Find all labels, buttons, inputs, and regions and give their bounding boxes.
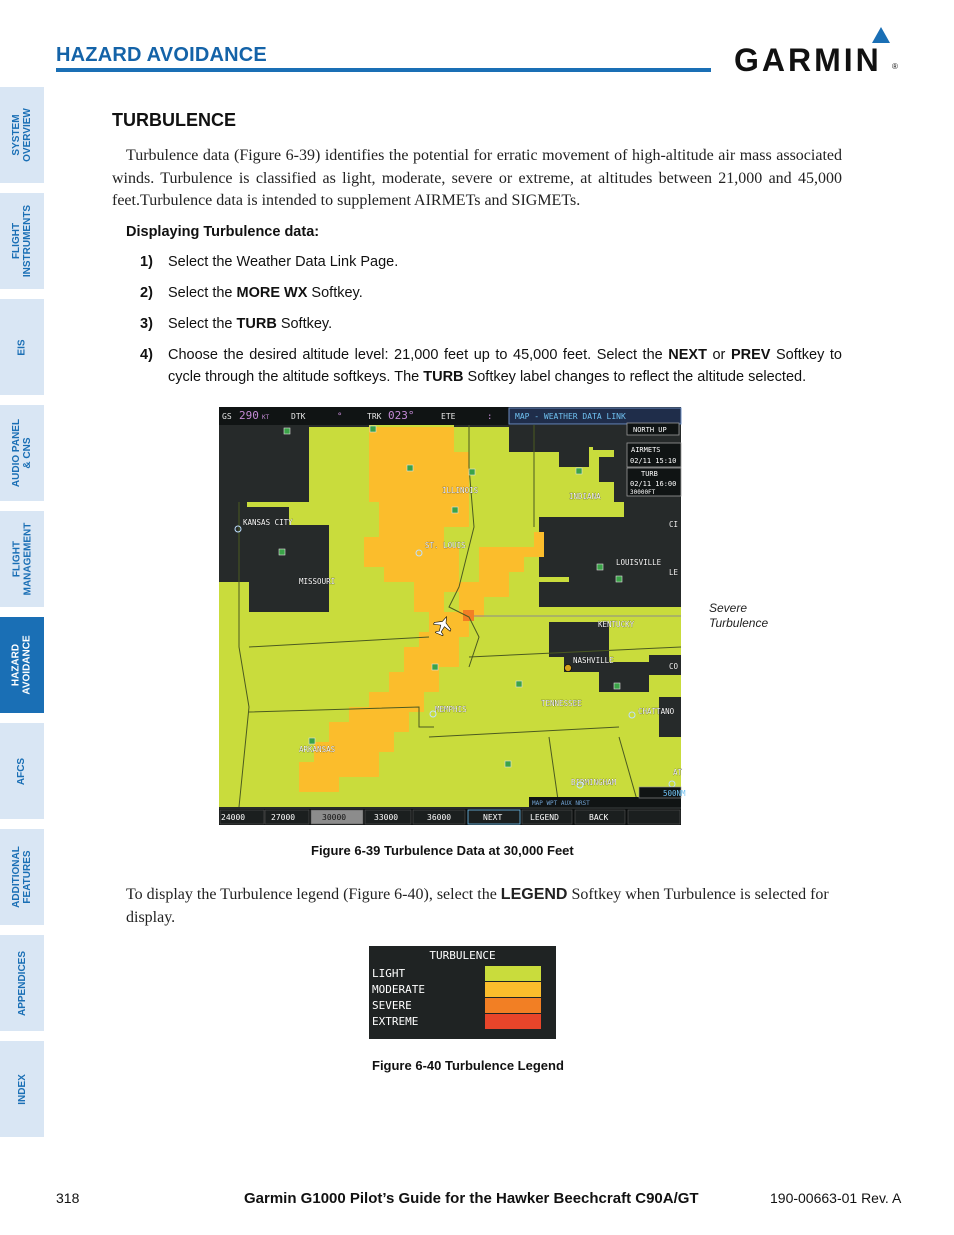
step-text: Select the MORE WX Softkey. <box>168 285 363 301</box>
tab-label: FLIGHT MANAGEMENT <box>11 522 33 596</box>
map-label-indiana: INDIANA <box>569 492 601 501</box>
legend-label-light: LIGHT <box>372 967 406 980</box>
tab-flight-management[interactable] <box>0 511 44 607</box>
dark-block <box>659 697 681 737</box>
softkey-blank[interactable] <box>628 810 680 824</box>
ete-value: : <box>487 412 493 422</box>
tab-label: SYSTEM OVERVIEW <box>11 108 33 162</box>
tab-label: EIS <box>16 338 28 356</box>
map-label-lex: LE <box>669 568 679 577</box>
legend-title: TURBULENCE <box>429 949 496 962</box>
map-label-chattanooga: CHATTANO <box>638 707 675 716</box>
map-label-louisville: LOUISVILLE <box>616 558 662 567</box>
figure-6-40-caption: Figure 6-40 Turbulence Legend <box>372 1058 564 1073</box>
orientation-label: NORTH UP <box>633 426 667 434</box>
legend-swatch-moderate <box>485 982 541 997</box>
softkey-label: 27000 <box>271 813 296 822</box>
turbulence-legend-figure <box>369 946 556 1039</box>
map-label-memphis: MEMPHIS <box>435 705 467 714</box>
tab-hazard-avoidance[interactable] <box>0 617 44 713</box>
step-number: 4) <box>140 347 153 363</box>
page-group-label: MAP WPT AUX NRST <box>532 800 590 807</box>
legend-label-severe: SEVERE <box>372 999 412 1012</box>
footer-title: Garmin G1000 Pilot’s Guide for the Hawker Beechcraft C90A/GT <box>244 1190 699 1207</box>
step-2 <box>140 282 842 304</box>
softkey-label: 30000 <box>322 813 347 822</box>
softkey-label: NEXT <box>483 813 503 822</box>
trk-value: 023° <box>388 409 415 422</box>
step-text: Choose the desired altitude level: 21,000 feet up to 45,000 feet. Select the NEXT or PREV Softkey to cycle through the altitude softkeys. The TURB Softkey label changes to reflect the altitude selected. <box>168 347 842 385</box>
map-label-st-louis: ST. LOUIS <box>425 541 466 550</box>
tab-label: ADDITIONAL FEATURES <box>11 846 34 908</box>
softkey-name: NEXT <box>668 347 707 363</box>
turb-time: 02/11 16:00 <box>630 480 677 488</box>
gs-label: GS <box>222 412 232 421</box>
tab-eis[interactable] <box>0 299 44 395</box>
tab-label: APPENDICES <box>16 950 28 1016</box>
map-label-ci: CI <box>669 520 679 529</box>
dtk-label: DTK <box>291 412 306 421</box>
weather-map-figure <box>219 407 686 825</box>
map-label-kansas-city: KANSAS CITY <box>243 518 293 527</box>
map-label-co: CO <box>669 662 679 671</box>
map-label-missouri: MISSOURI <box>299 577 336 586</box>
map-label-arkansas: ARKANSAS <box>299 745 336 754</box>
page-title: MAP - WEATHER DATA LINK <box>515 412 626 421</box>
step-number: 2) <box>140 285 153 301</box>
tab-flight-instruments[interactable] <box>0 193 44 289</box>
map-label-nashville: NASHVILLE <box>573 656 614 665</box>
softkey-name: LEGEND <box>500 886 568 903</box>
legend-label-extreme: EXTREME <box>372 1015 419 1028</box>
legend-swatch-extreme <box>485 1014 541 1029</box>
softkeys <box>220 810 680 824</box>
softkey-label: BACK <box>589 813 609 822</box>
tab-additional-features[interactable] <box>0 829 44 925</box>
trk-label: TRK <box>367 412 382 421</box>
tab-audio-panel-cns[interactable] <box>0 405 44 501</box>
garmin-logo-text: GARMIN <box>734 42 882 78</box>
page-number: 318 <box>56 1190 80 1206</box>
airmet-label: AIRMETS <box>631 446 661 454</box>
legend-swatch-severe <box>485 998 541 1013</box>
garmin-logo <box>734 26 899 76</box>
turb-label: TURB <box>641 470 658 478</box>
softkey-name: TURB <box>236 316 277 332</box>
legend-paragraph: To display the Turbulence legend (Figure 6-40), select the LEGEND Softkey when Turbulence is selected for display. <box>126 886 829 926</box>
dark-block <box>599 457 624 482</box>
severe-turbulence-cell <box>463 610 474 621</box>
softkey-label: 24000 <box>221 813 246 822</box>
tab-label: AFCS <box>16 757 28 785</box>
tab-afcs[interactable] <box>0 723 44 819</box>
tab-label: FLIGHT INSTRUMENTS <box>11 204 34 278</box>
softkey-label: 36000 <box>427 813 452 822</box>
dark-block <box>593 422 619 450</box>
step-3 <box>140 313 842 335</box>
procedure-heading: Displaying Turbulence data: <box>126 224 320 240</box>
figure-6-39-caption: Figure 6-39 Turbulence Data at 30,000 Feet <box>311 843 574 858</box>
severe-turbulence-callout: Severe Turbulence <box>709 601 769 630</box>
tab-index[interactable] <box>0 1041 44 1137</box>
softkey-name: MORE WX <box>236 285 308 301</box>
registered-mark: ® <box>892 62 898 71</box>
dtk-value: ° <box>337 412 343 422</box>
tab-system-overview[interactable] <box>0 87 44 183</box>
intro-paragraph: Turbulence data (Figure 6-39) identifies the potential for erratic movement of high-altitude air mass associated winds. Turbulence is classified as light, moderate, severe or extreme, at altitudes between 21,000 and 45,000 feet.Turbulence data is intended to supplement AIRMETs and SIGMETs. <box>112 147 842 209</box>
map-label-illinois: ILLINOIS <box>442 486 479 495</box>
airmet-time: 02/11 15:10 <box>630 457 677 465</box>
softkey-label: LEGEND <box>530 813 559 822</box>
step-text: Select the TURB Softkey. <box>168 316 333 332</box>
map-label-at: AT <box>673 768 683 777</box>
gs-unit: KT <box>262 414 270 421</box>
document-number: 190-00663-01 Rev. A <box>770 1190 902 1206</box>
legend-swatch-light <box>485 966 541 981</box>
softkey-name: PREV <box>730 347 771 363</box>
map-label-tennessee: TENNESSEE <box>541 699 582 708</box>
map-label-kentucky: KENTUCKY <box>598 620 635 629</box>
tab-appendices[interactable] <box>0 935 44 1031</box>
step-text: Select the Weather Data Link Page. <box>168 254 399 270</box>
step-1 <box>140 251 842 273</box>
tab-label: AUDIO PANEL & CNS <box>11 418 33 488</box>
header-rule <box>56 68 711 72</box>
softkey-label: 33000 <box>374 813 399 822</box>
softkey-name: TURB <box>423 369 464 385</box>
ete-label: ETE <box>441 412 456 421</box>
airport-marker-nashville <box>565 665 572 672</box>
map-range: 500NM <box>663 789 686 798</box>
section-title: HAZARD AVOIDANCE <box>56 44 267 66</box>
legend-label-moderate: MODERATE <box>372 983 425 996</box>
step-number: 3) <box>140 316 153 332</box>
tab-label: INDEX <box>16 1073 28 1105</box>
gs-value: 290 <box>239 409 259 422</box>
subheading: TURBULENCE <box>112 110 236 130</box>
step-number: 1) <box>140 254 153 270</box>
map-label-birmingham: BIRMINGHAM <box>571 778 617 787</box>
tab-label: HAZARD AVOIDANCE <box>11 635 34 695</box>
weather-map <box>219 407 686 825</box>
step-4 <box>140 344 842 388</box>
turb-altitude: 30000FT <box>630 489 656 496</box>
